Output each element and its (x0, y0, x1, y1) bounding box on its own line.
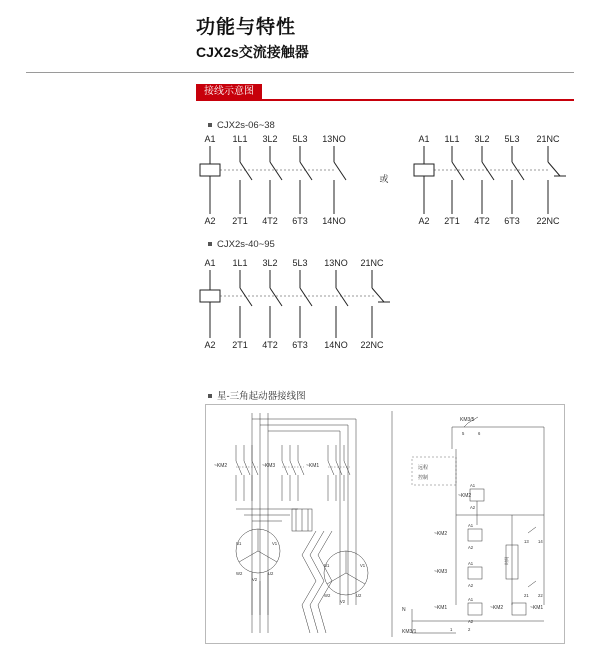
svg-text:KM3/1: KM3/1 (402, 629, 417, 635)
svg-text:3L2: 3L2 (262, 258, 278, 268)
wiring-diagram-2 (196, 252, 574, 352)
svg-text:4T2: 4T2 (262, 340, 278, 350)
svg-text:U2: U2 (268, 571, 274, 576)
svg-text:1L1: 1L1 (444, 134, 460, 144)
svg-text:~KM2: ~KM2 (458, 493, 472, 499)
caption-block-1: CJX2s-06~38 (208, 120, 275, 131)
wiring-diagram-1-svg (196, 132, 574, 228)
svg-text:21NC: 21NC (360, 258, 384, 268)
svg-text:A2: A2 (470, 505, 476, 510)
svg-text:5L3: 5L3 (504, 134, 520, 144)
svg-text:6T3: 6T3 (292, 340, 308, 350)
svg-text:13: 13 (524, 539, 529, 544)
svg-text:1: 1 (450, 627, 453, 632)
svg-text:A2: A2 (418, 216, 430, 226)
svg-text:14NO: 14NO (322, 216, 346, 226)
svg-text:~KM2: ~KM2 (434, 531, 448, 537)
svg-text:A2: A2 (204, 340, 216, 350)
svg-text:A2: A2 (468, 583, 474, 588)
wiring-diagram-2-svg (196, 252, 574, 352)
svg-text:21: 21 (524, 593, 529, 598)
svg-text:~KM3: ~KM3 (434, 569, 448, 575)
svg-text:V2: V2 (340, 599, 346, 604)
svg-text:~KM2: ~KM2 (490, 605, 504, 611)
svg-text:A2: A2 (468, 545, 474, 550)
svg-text:13NO: 13NO (322, 134, 346, 144)
svg-text:~KM2: ~KM2 (214, 463, 228, 469)
svg-text:U1: U1 (236, 541, 242, 546)
page-title: 功能与特性 (196, 17, 297, 38)
svg-text:W2: W2 (236, 571, 243, 576)
svg-text:U2: U2 (356, 593, 362, 598)
header-divider (26, 72, 574, 73)
section-label: 接线示意图 (196, 84, 262, 99)
svg-text:W2: W2 (324, 593, 331, 598)
svg-text:14: 14 (538, 539, 543, 544)
svg-text:~KM1: ~KM1 (306, 463, 320, 469)
section-header (196, 84, 574, 101)
svg-text:14NO: 14NO (324, 340, 348, 350)
svg-text:A1: A1 (468, 561, 474, 566)
svg-text:5L3: 5L3 (292, 258, 308, 268)
svg-text:4T2: 4T2 (474, 216, 490, 226)
svg-text:6: 6 (478, 431, 481, 436)
svg-text:A1: A1 (418, 134, 430, 144)
svg-text:U1: U1 (324, 563, 330, 568)
svg-text:远程: 远程 (418, 465, 429, 471)
svg-text:V1: V1 (272, 541, 278, 546)
svg-text:3L2: 3L2 (474, 134, 490, 144)
svg-text:控制: 控制 (418, 475, 429, 481)
caption-block-2: CJX2s-40~95 (208, 239, 275, 250)
svg-text:1L1: 1L1 (232, 258, 248, 268)
svg-text:2T1: 2T1 (232, 340, 248, 350)
svg-text:22NC: 22NC (536, 216, 560, 226)
svg-text:4T2: 4T2 (262, 216, 278, 226)
page-subtitle: CJX2s交流接触器 (196, 44, 309, 60)
svg-text:2: 2 (468, 627, 471, 632)
svg-text:~KM3: ~KM3 (262, 463, 276, 469)
svg-text:2T1: 2T1 (444, 216, 460, 226)
svg-text:22: 22 (538, 593, 543, 598)
svg-text:时间: 时间 (504, 556, 509, 565)
svg-text:A1: A1 (204, 258, 216, 268)
svg-text:A1: A1 (468, 597, 474, 602)
svg-text:5L3: 5L3 (292, 134, 308, 144)
svg-text:V1: V1 (360, 563, 366, 568)
star-delta-diagram (205, 404, 565, 644)
svg-text:N: N (402, 607, 406, 613)
svg-text:A1: A1 (204, 134, 216, 144)
svg-text:A1: A1 (468, 523, 474, 528)
caption-block-3: 星-三角起动器接线图 (208, 388, 306, 402)
svg-text:A2: A2 (468, 619, 474, 624)
svg-text:21NC: 21NC (536, 134, 560, 144)
svg-text:6T3: 6T3 (292, 216, 308, 226)
svg-text:6T3: 6T3 (504, 216, 520, 226)
svg-text:22NC: 22NC (360, 340, 384, 350)
svg-text:3L2: 3L2 (262, 134, 278, 144)
svg-text:V2: V2 (252, 577, 258, 582)
svg-text:或: 或 (379, 174, 389, 184)
star-delta-svg (206, 405, 564, 643)
svg-text:~KM1: ~KM1 (530, 605, 544, 611)
svg-text:2T1: 2T1 (232, 216, 248, 226)
svg-text:A1: A1 (470, 483, 476, 488)
svg-text:~KM1: ~KM1 (434, 605, 448, 611)
svg-text:KM3/5: KM3/5 (460, 417, 475, 423)
wiring-diagram-1 (196, 132, 574, 228)
svg-text:13NO: 13NO (324, 258, 348, 268)
svg-text:1L1: 1L1 (232, 134, 248, 144)
svg-text:A2: A2 (204, 216, 216, 226)
svg-text:5: 5 (462, 431, 465, 436)
